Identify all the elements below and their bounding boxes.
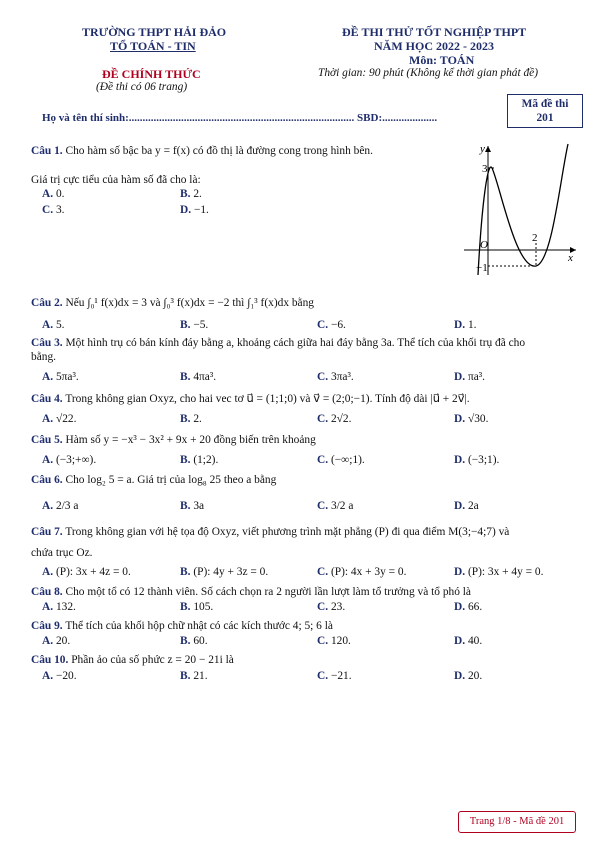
page-footer: Trang 1/8 - Mã đề 201	[458, 811, 576, 833]
exam-code-box	[507, 94, 583, 128]
option-letter: C.	[42, 204, 54, 216]
question-text: Trong không gian Oxyz, cho hai vec tơ u⃗ = (1;1;0) và v⃗ = (2;0;−1). Tính độ dài |u⃗ + 2v⃗|.	[65, 393, 470, 405]
option-letter: D.	[454, 454, 466, 466]
option-value: −6.	[330, 319, 346, 331]
option-value: (1;2).	[193, 454, 219, 466]
option-letter: D.	[454, 371, 466, 383]
option-letter: D.	[454, 319, 466, 331]
option-value: 3/2 a	[330, 500, 354, 512]
question-1	[31, 145, 373, 157]
option-b[interactable]	[180, 500, 204, 512]
option-value: 3a	[193, 500, 205, 512]
option-a[interactable]	[42, 319, 64, 331]
question-label: Câu 6.	[31, 474, 63, 486]
exam-code: 201	[536, 112, 554, 124]
option-a[interactable]	[42, 500, 78, 512]
question-label: Câu 5.	[31, 434, 63, 446]
question-6	[31, 474, 276, 486]
option-value: 20.	[467, 670, 483, 682]
time-note: Thời gian: 90 phút (Không kể thời gian phát đề)	[318, 67, 539, 79]
option-letter: B.	[180, 188, 191, 200]
option-b[interactable]	[180, 371, 216, 383]
question-label: Câu 4.	[31, 393, 63, 405]
option-letter: B.	[180, 319, 191, 331]
question-3	[31, 337, 525, 349]
option-c[interactable]	[317, 454, 365, 466]
option-letter: C.	[317, 319, 329, 331]
option-value: (P): 4y + 3z = 0.	[193, 566, 269, 578]
option-value: 120.	[330, 635, 351, 647]
option-c[interactable]	[317, 566, 406, 578]
cubic-graph	[456, 140, 581, 280]
option-letter: C.	[317, 670, 329, 682]
question-text: Thể tích của khối hộp chữ nhật có các kích thước 4; 5; 6 là	[65, 620, 333, 632]
option-letter: C.	[317, 601, 329, 613]
option-a[interactable]	[42, 635, 70, 647]
option-value: πa³.	[467, 371, 486, 383]
option-value: √30.	[467, 413, 489, 425]
question-label: Câu 1.	[31, 145, 63, 157]
option-value: −1.	[193, 204, 209, 216]
option-letter: A.	[42, 566, 54, 578]
question-8	[31, 586, 471, 598]
option-letter: C.	[317, 413, 329, 425]
question-text-continued: chứa trục Oz.	[31, 547, 93, 559]
option-value: (P): 4x + 3y = 0.	[330, 566, 407, 578]
department-name: TỔ TOÁN - TIN	[110, 39, 196, 53]
option-letter: B.	[180, 635, 191, 647]
y-tick-3: 3	[482, 163, 488, 175]
option-c[interactable]	[317, 413, 351, 425]
question-text-continued: bằng.	[31, 351, 56, 363]
option-letter: B.	[180, 413, 191, 425]
option-letter: A.	[42, 188, 54, 200]
option-letter: A.	[42, 413, 54, 425]
option-a[interactable]	[42, 566, 131, 578]
option-value: 3πa³.	[330, 371, 354, 383]
option-value: 20.	[55, 635, 71, 647]
option-c[interactable]	[317, 319, 346, 331]
option-letter: A.	[42, 454, 54, 466]
y-tick-neg1: −1	[476, 262, 488, 274]
question-text-continued: Giá trị cực tiểu của hàm số đã cho là:	[31, 174, 201, 186]
option-value: (P): 3x + 4z = 0.	[55, 566, 131, 578]
option-value: 5πa³.	[55, 371, 79, 383]
option-b[interactable]	[180, 188, 202, 200]
option-value: 2a	[467, 500, 479, 512]
y-axis-label: y	[480, 143, 485, 155]
option-value: 132.	[55, 601, 76, 613]
option-d[interactable]	[454, 601, 482, 613]
option-c[interactable]	[317, 635, 351, 647]
question-text: Cho một tổ có 12 thành viên. Số cách chọn ra 2 người lần lượt làm tổ trưởng và tổ phó là	[65, 586, 471, 598]
question-label: Câu 7.	[31, 526, 63, 538]
question-label: Câu 9.	[31, 620, 63, 632]
option-value: 23.	[330, 601, 346, 613]
option-letter: A.	[42, 500, 54, 512]
question-text: Nếu ∫₀¹ f(x)dx = 3 và ∫₀³ f(x)dx = −2 thì ∫₁³ f(x)dx bằng	[65, 297, 315, 309]
option-value: 60.	[193, 635, 208, 647]
option-letter: B.	[180, 566, 191, 578]
question-label: Câu 3.	[31, 337, 63, 349]
question-4	[31, 391, 470, 405]
option-value: √22.	[55, 413, 77, 425]
question-label: Câu 10.	[31, 654, 69, 666]
subject: Môn: TOÁN	[409, 53, 475, 67]
option-c[interactable]	[317, 371, 354, 383]
question-text: Một hình trụ có bán kính đáy bằng a, khoảng cách giữa hai đáy bằng 3a. Thể tích của khối trụ đã cho	[65, 337, 526, 349]
option-a[interactable]	[42, 188, 64, 200]
option-letter: C.	[317, 371, 329, 383]
option-value: 66.	[467, 601, 483, 613]
option-a[interactable]	[42, 413, 76, 425]
option-letter: B.	[180, 601, 191, 613]
question-2	[31, 297, 314, 309]
option-value: −5.	[193, 319, 209, 331]
option-value: −21.	[330, 670, 352, 682]
option-letter: B.	[180, 500, 191, 512]
option-d[interactable]	[454, 319, 476, 331]
cubic-curve	[478, 144, 568, 275]
exam-title: ĐỀ THI THỬ TỐT NGHIỆP THPT	[342, 25, 527, 39]
option-b[interactable]	[180, 413, 202, 425]
official-label: ĐỀ CHÍNH THỨC	[102, 67, 201, 81]
option-a[interactable]	[42, 670, 77, 682]
option-d[interactable]	[454, 371, 485, 383]
option-letter: A.	[42, 635, 54, 647]
option-letter: A.	[42, 601, 54, 613]
question-label: Câu 2.	[31, 297, 63, 309]
option-letter: A.	[42, 371, 54, 383]
option-letter: A.	[42, 670, 54, 682]
option-b[interactable]	[180, 319, 208, 331]
question-text: Hàm số y = −x³ − 3x² + 9x + 20 đồng biến trên khoảng	[65, 434, 316, 446]
option-a[interactable]	[42, 371, 79, 383]
option-letter: D.	[180, 204, 192, 216]
option-a[interactable]	[42, 454, 96, 466]
option-value: 2.	[193, 413, 202, 425]
pages-note: (Đề thi có 06 trang)	[96, 81, 188, 93]
exam-code-label: Mã đề thi	[521, 98, 569, 110]
option-d[interactable]	[454, 566, 543, 578]
option-d[interactable]	[454, 454, 499, 466]
option-value: 0.	[55, 188, 65, 200]
option-value: 40.	[467, 635, 483, 647]
school-name: TRƯỜNG THPT HẢI ĐẢO	[82, 25, 227, 39]
question-text: Phần ảo của số phức z = 20 − 21i là	[71, 654, 234, 666]
origin-label: O	[480, 239, 488, 251]
option-value: 3.	[55, 204, 65, 216]
option-value: 2√2.	[330, 413, 352, 425]
x-tick-2: 2	[532, 232, 538, 244]
question-7	[31, 526, 509, 538]
option-c[interactable]	[42, 204, 64, 216]
option-d[interactable]	[454, 670, 482, 682]
option-d[interactable]	[180, 204, 209, 216]
x-axis-label: x	[568, 252, 573, 264]
question-10	[31, 654, 234, 666]
option-value: 2/3 a	[55, 500, 79, 512]
option-value: 4πa³.	[193, 371, 217, 383]
option-value: (−3;1).	[467, 454, 500, 466]
school-year: NĂM HỌC 2022 - 2023	[374, 39, 494, 53]
option-b[interactable]	[180, 566, 268, 578]
option-b[interactable]	[180, 601, 213, 613]
option-value: (−∞;1).	[330, 454, 365, 466]
option-b[interactable]	[180, 670, 208, 682]
option-letter: B.	[180, 454, 191, 466]
option-letter: A.	[42, 319, 54, 331]
option-letter: D.	[454, 635, 466, 647]
option-value: 2.	[193, 188, 202, 200]
option-c[interactable]	[317, 601, 345, 613]
option-c[interactable]	[317, 500, 353, 512]
option-letter: C.	[317, 566, 329, 578]
option-letter: C.	[317, 635, 329, 647]
option-c[interactable]	[317, 670, 352, 682]
option-value: 105.	[193, 601, 214, 613]
option-a[interactable]	[42, 601, 76, 613]
question-text: Trong không gian với hệ tọa độ Oxyz, viết phương trình mặt phẳng (P) đi qua điểm M(3;−4;7) và	[65, 526, 510, 538]
option-value: (P): 3x + 4y = 0.	[467, 566, 544, 578]
question-label: Câu 8.	[31, 586, 63, 598]
option-d[interactable]	[454, 635, 482, 647]
option-letter: D.	[454, 601, 466, 613]
option-value: −20.	[55, 670, 77, 682]
option-letter: C.	[317, 454, 329, 466]
option-d[interactable]	[454, 413, 488, 425]
option-letter: D.	[454, 670, 466, 682]
option-value: 1.	[467, 319, 477, 331]
student-info-line: Họ và tên thí sinh:.................................................................................. SBD:....................	[42, 112, 438, 124]
option-letter: D.	[454, 413, 466, 425]
option-value: (−3;+∞).	[55, 454, 97, 466]
option-letter: D.	[454, 500, 466, 512]
option-value: 21.	[193, 670, 208, 682]
option-d[interactable]	[454, 500, 479, 512]
question-5	[31, 434, 316, 446]
option-b[interactable]	[180, 635, 208, 647]
option-letter: D.	[454, 566, 466, 578]
option-letter: B.	[180, 371, 191, 383]
question-9	[31, 620, 333, 632]
option-value: 5.	[55, 319, 65, 331]
option-letter: B.	[180, 670, 191, 682]
option-b[interactable]	[180, 454, 218, 466]
question-text: Cho log₂ 5 = a. Giá trị của log₈ 25 theo a bằng	[65, 474, 277, 486]
y-axis-arrow	[485, 146, 491, 152]
option-letter: C.	[317, 500, 329, 512]
question-text: Cho hàm số bậc ba y = f(x) có đồ thị là đường cong trong hình bên.	[65, 145, 373, 157]
